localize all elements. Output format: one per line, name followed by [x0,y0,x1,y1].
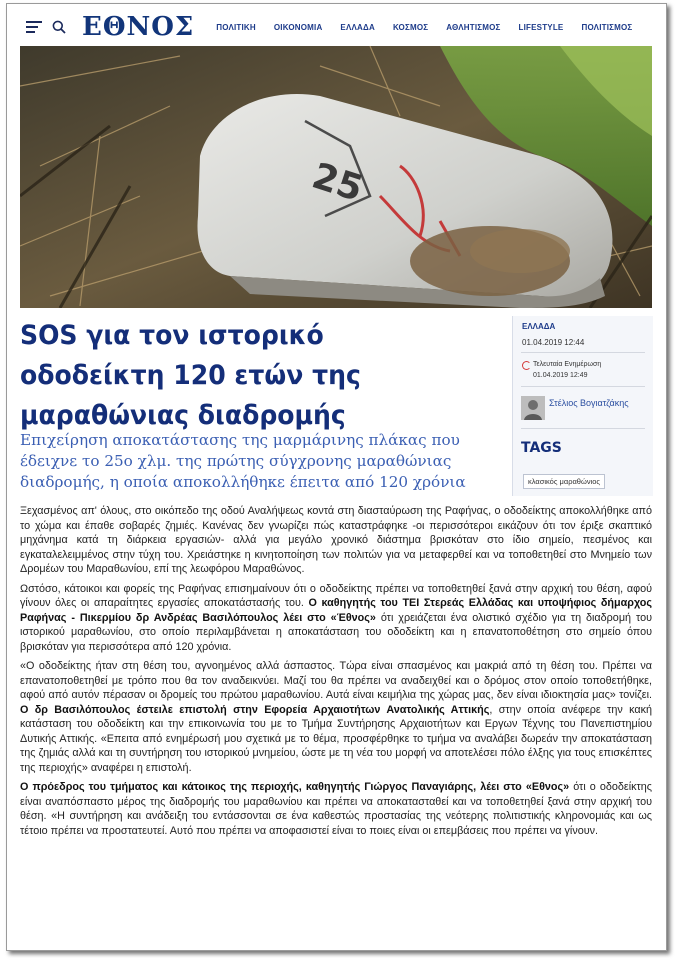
publish-date: 01.04.2019 12:44 [522,338,585,347]
tags-heading: TAGS [521,440,562,456]
article-meta-sidebar [512,316,653,496]
menu-item-economy[interactable]: ΟΙΚΟΝΟΜΙΑ [273,22,323,32]
text-span: ότι χρειάζεται ένα ολιστικό σχέδιο για τη διαδρομή του ιστορικού μαραθωνίου, στο οποίο περιλαμβάνεται η αποκατάσταση του οδοδείκτη και η επανατοποθέτηση στο σημείο όπου βρισκόταν για περισσότερα από 120 χρόνια. [20,611,652,653]
divider [521,428,645,429]
hero-image [20,46,652,308]
category-link[interactable]: ΕΛΛΑΔΑ [522,322,556,331]
paragraph-4 [20,780,652,838]
menu-item-lifestyle[interactable]: LIFESTYLE [518,22,564,32]
bold-span: Ο καθηγητής του ΤΕΙ Στερεάς Ελλάδας και υποψήφιος δήμαρχος Ραφήνας - Πικερμίου δρ Ανδρέας Βασιλόπουλος λέει στο «Έθνος» [20,597,652,624]
site-header [20,10,652,44]
refresh-icon [522,361,531,370]
author-avatar[interactable] [521,396,545,420]
bold-span: Ο δρ Βασιλόπουλος έστειλε επιστολή στην Εφορεία Αρχαιοτήτων Ανατολικής Αττικής [20,703,490,716]
text-span: , στην οποία ανέφερε την κακή κατάσταση του οδοδείκτη και την επικοινωνία του με το Τμήμα Συντήρησης Αρχαιοτήτων και Εργων Τέχνης του Πανεπιστημίου Δυτικής Αττικής. «Επειτα από ενημέρωσή μου σχετικά με το θέμα, προσφέρθηκε το τμήμα να αναλάβει δωρεάν την αποκατάσταση της ζημιάς αλλά και τη συντήρηση του ιστορικού μνημείου, ώστε με τη νέα του μορφή να αποτελέσει πόλο έλξης για τους επισκέπτες της περιοχής» αναφέρει η επιστολή. [20,703,652,774]
article-subtitle: Επιχείρηση αποκατάστασης της μαρμάρινης πλάκας που έδειχνε το 25ο χλμ. της πρώτης σύγχρονης μαραθώνιας διαδρομής, η οποία αποκολλήθηκε έπειτα από 120 χρόνια [20,431,466,491]
article-body [20,504,652,843]
divider [521,352,645,353]
text-span: Ωστόσο, κάτοικοι και φορείς της Ραφήνας επισημαίνουν ότι ο οδοδείκτης πρέπει να τοποθετηθεί ξανά στην αρχική του θέση, αφού γίνουν όλες οι απαραίτητες εργασίες αποκατάστασής του. [20,582,652,609]
author-name[interactable]: Στέλιος Βογιατζάκης [549,398,629,408]
tag-link[interactable]: κλασικός μαραθώνιος [523,474,605,489]
text-span: «Ο οδοδείκτης ήταν στη θέση του, αγνοημένος αλλά άσπαστος. Τώρα είναι σπασμένος και μακριά από τη θέση του. Πρέπει να επανατοποθετηθεί με τρόπο που θα τον αναδεικνύει. Μαζί του θα πρέπει να αναδειχθεί και ο δρόμος στον οποίο τοποθετήθηκε, αφού από αυτόν πέρασαν οι δρομείς του πρώτου μαραθωνίου. Αυτά είναι κειμήλια της χώρας μας, δεν είναι ιδιοκτησία μας» τονίζει. [20,660,652,701]
paragraph-1: Ξεχασμένος απ' όλους, στο οικόπεδο της οδού Αναλήψεως κοντά στη διασταύρωση της Ραφήνας, ο οδοδείκτης αποκολλήθηκε από το χώμα και έπαθε σοβαρές ζημιές. Κανένας δεν γνωρίζει πώς καταστράφηκε -οι περισσότεροι εικάζουν ότι τον έριξε σκαπτικό μηχάνημα κατά τη διάρκεια εργασιών- αλλά για μεγάλο χρονικό διάστημα βρισκόταν στο ίδιο σημείο, πεσμένος και εγκαταλελειμμένος στην τύχη του. Χρειάστηκε η κινητοποίηση των πολιτών για να μεταφερθεί και να τοποθετηθεί στο Μνημείο των Δρομέων του Μαραθωνίου, επί της λεωφόρου Μαραθώνος. [20,505,652,575]
menu-item-greece[interactable]: ΕΛΛΑΔΑ [340,22,375,32]
bold-span: Ο πρόεδρος του τμήματος και κάτοικος της περιοχής, καθηγητής Γιώργος Παναγιάρης, λέει στο «Εθνος» [20,781,570,793]
site-logo[interactable]: ΕΘΝΟΣ [82,12,195,42]
menu-item-sports[interactable]: ΑΘΛΗΤΙΣΜΟΣ [446,22,501,32]
paragraph-3 [20,659,652,775]
search-icon[interactable] [52,20,66,34]
main-menu [216,23,632,32]
menu-item-world[interactable]: ΚΟΣΜΟΣ [392,22,429,32]
updated-label: Τελευταία Ενημέρωση [533,361,602,368]
updated-date: 01.04.2019 12:49 [533,372,588,379]
menu-icon[interactable] [26,21,42,33]
paragraph-2 [20,582,652,655]
menu-item-politics[interactable]: ΠΟΛΙΤΙΚΗ [216,22,256,32]
text-span: ότι ο οδοδείκτης είναι αναπόσπαστο μέρος της διαδρομής του μαραθωνίου και πρέπει να αποκατασταθεί και να τοποθετηθεί ξανά στην αρχική του θέση. «Η συντήρηση και ανάδειξη του εντάσσονται σε ένα καθεστώς προστασίας της νεότερης πολιτιστικής κληρονομιάς και ως τέτοιο πρέπει να προστατευτεί. Αυτό που πρέπει να αποφασιστεί είναι το ποιες είναι οι επεμβάσεις που πρέπει να γίνουν. [20,781,652,837]
menu-item-culture[interactable]: ΠΟΛΙΤΙΣΜΟΣ [581,22,633,32]
divider [521,386,645,387]
svg-text:25: 25 [307,155,368,211]
article-title: SOS για τον ιστορικό οδοδείκτη 120 ετών της μαραθώνιας διαδρομής [20,320,361,431]
